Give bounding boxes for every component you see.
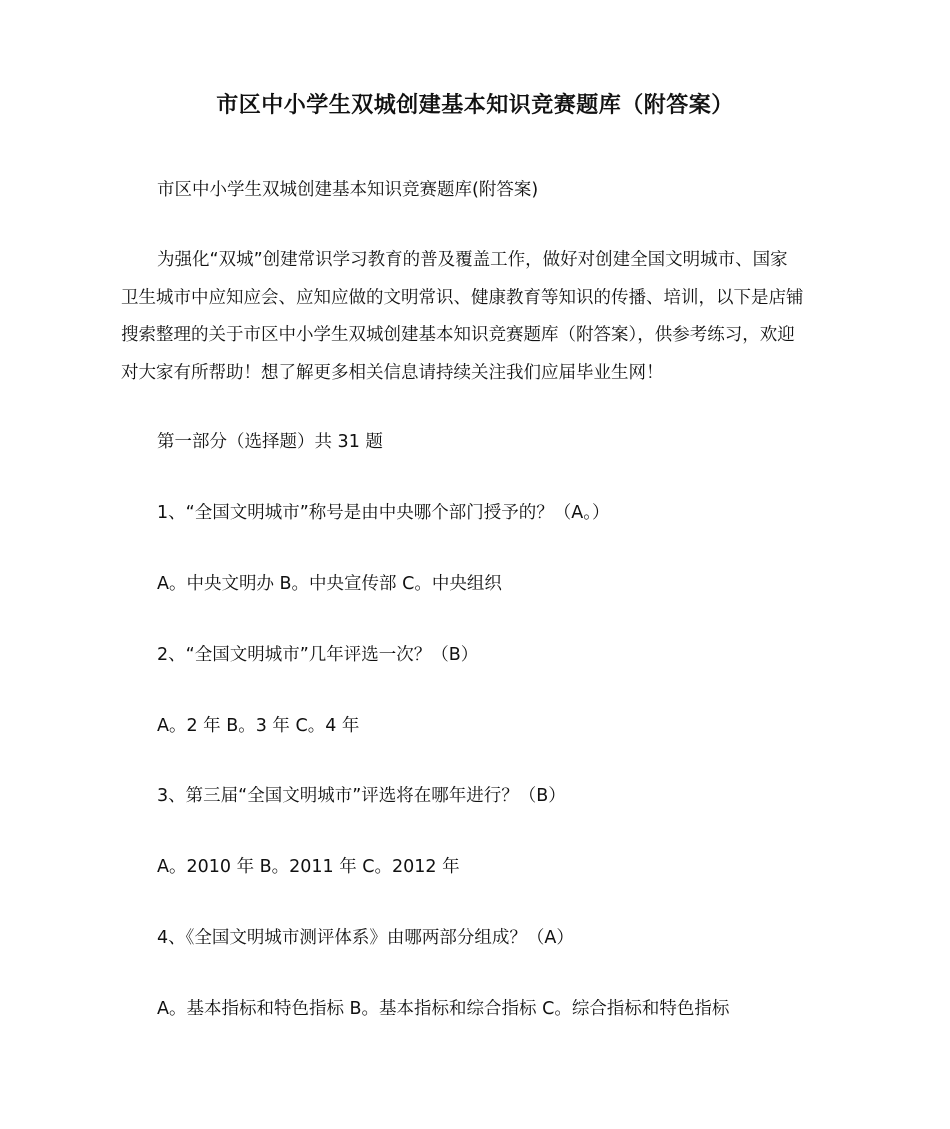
question-3: 3、第三届“全国文明城市”评选将在哪年进行？（B） [157,786,566,806]
section-heading: 第一部分（选择题）共 31 题 [157,432,383,452]
question-3-options: A。2010 年 B。2011 年 C。2012 年 [157,857,460,877]
question-1-options: A。中央文明办 B。中央宣传部 C。中央组织 [157,574,502,594]
question-2: 2、“全国文明城市”几年评选一次？（B） [157,645,479,665]
question-4-options: A。基本指标和特色指标 B。基本指标和综合指标 C。综合指标和特色指标 [157,999,730,1019]
intro-line: 对大家有所帮助！想了解更多相关信息请持续关注我们应届毕业生网！ [121,362,664,383]
question-2-options: A。2 年 B。3 年 C。4 年 [157,716,360,736]
intro-line: 卫生城市中应知应会、应知应做的文明常识、健康教育等知识的传播、培训，以下是店铺 [121,287,804,308]
document-title: 市区中小学生双城创建基本知识竞赛题库（附答案） [216,93,734,118]
question-1: 1、“全国文明城市”称号是由中央哪个部门授予的？（A。） [157,503,610,523]
question-4: 4、《全国文明城市测评体系》由哪两部分组成？（A） [157,928,574,948]
intro-line: 为强化“双城”创建常识学习教育的普及覆盖工作，做好对创建全国文明城市、国家 [157,250,788,270]
document-subtitle: 市区中小学生双城创建基本知识竞赛题库(附答案) [157,180,539,200]
intro-paragraph [121,242,833,392]
intro-line: 搜索整理的关于市区中小学生双城创建基本知识竞赛题库（附答案），供参考练习，欢迎 [121,325,795,345]
